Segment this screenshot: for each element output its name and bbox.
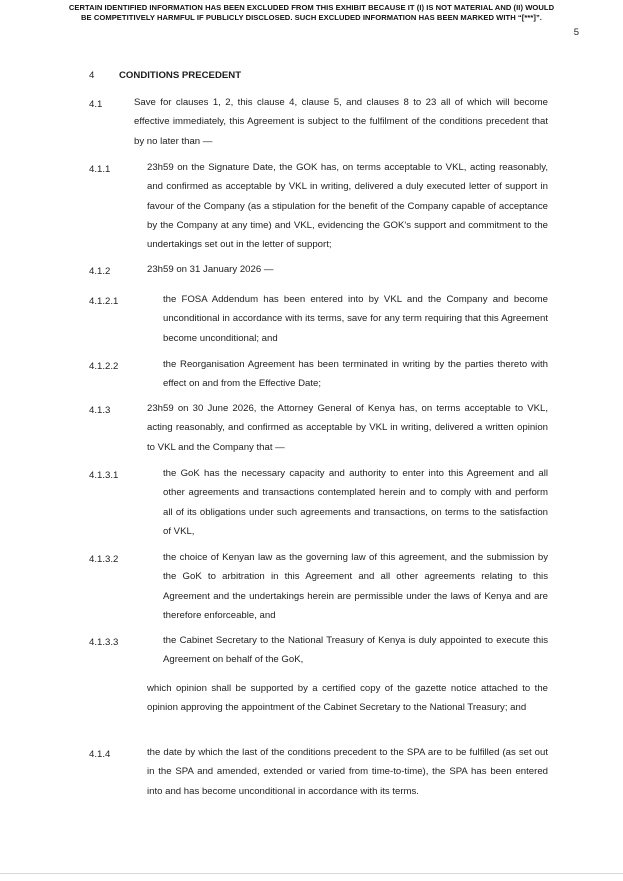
- clause-text: the date by which the last of the conditions precedent to the SPA are to be fulfilled (as set out in the SPA and amended, extended or varied from time-to-time), the SPA has been entered into and has become unconditional in accordance with its terms.: [147, 747, 548, 797]
- clause-text: 23h59 on the Signature Date, the GOK has, on terms acceptable to VKL, acting reasonably, and confirmed as acceptable by VKL in writing, delivered a duly executed letter of support in favour of the Company (as a stipulation for the benefit of the Company capable of acceptance by the Company at any time) and VKL, evidencing the GOK's support and commitment to the undertakings set out in the letter of support;: [147, 162, 548, 251]
- clause-number: 4.1.2: [89, 266, 111, 277]
- footer-divider: [0, 873, 623, 874]
- clause-number: 4.1.4: [89, 749, 111, 760]
- section-number: 4: [89, 70, 95, 81]
- clause-text: the choice of Kenyan law as the governing law of this agreement, and the submission by the GoK to arbitration in this Agreement and all other agreements relating to this Agreement and the undertakings herein are permissible under the laws of Kenya and are therefore enforceable, and: [163, 552, 548, 621]
- clause-number: 4.1: [89, 99, 103, 110]
- clause-number: 4.1.3: [89, 405, 111, 416]
- clause-number: 4.1.3.1: [89, 470, 119, 481]
- clause-continuation-text: which opinion shall be supported by a certified copy of the gazette notice attached to the opinion approving the appointment of the Cabinet Secretary to the National Treasury; and: [147, 683, 548, 714]
- clause-number: 4.1.2.2: [89, 361, 119, 372]
- clause-text: Save for clauses 1, 2, this clause 4, clause 5, and clauses 8 to 23 all of which will become effective immediately, this Agreement is subject to the fulfilment of the conditions precedent that by no later than —: [134, 97, 548, 147]
- clause-number: 4.1.2.1: [89, 296, 119, 307]
- clause-text: the Cabinet Secretary to the National Treasury of Kenya is duly appointed to execute this Agreement on behalf of the GoK,: [163, 635, 548, 666]
- clause-number: 4.1.3.3: [89, 637, 119, 648]
- clause-text: 23h59 on 30 June 2026, the Attorney General of Kenya has, on terms acceptable to VKL, acting reasonably, and confirmed as acceptable by VKL in writing, delivered a written opinion to VKL and the Company that —: [147, 403, 548, 453]
- page-number: 5: [573, 27, 579, 38]
- redaction-notice-header: [0, 3, 623, 23]
- clause-number: 4.1.3.2: [89, 554, 119, 565]
- clause-text: the GoK has the necessary capacity and authority to enter into this Agreement and all other agreements and transactions contemplated herein and to comply with and perform all of its obligations under such agreements and transactions, on terms to the satisfaction of VKL,: [163, 468, 548, 537]
- clause-number: 4.1.1: [89, 164, 111, 175]
- header-line-1: CERTAIN IDENTIFIED INFORMATION HAS BEEN EXCLUDED FROM THIS EXHIBIT BECAUSE IT (I) IS NOT MATERIAL AND (II) WOULD: [68, 3, 555, 12]
- clause-text: the Reorganisation Agreement has been terminated in writing by the parties thereto with effect on and from the Effective Date;: [163, 359, 548, 390]
- section-title: CONDITIONS PRECEDENT: [119, 70, 242, 81]
- clause-text: 23h59 on 31 January 2026 —: [147, 264, 274, 275]
- clause-text: the FOSA Addendum has been entered into by VKL and the Company and become unconditional in accordance with its terms, save for any term requiring that this Agreement become unconditional; and: [163, 294, 548, 344]
- header-line-2: BE COMPETITIVELY HARMFUL IF PUBLICLY DISCLOSED. SUCH EXCLUDED INFORMATION HAS BEEN MARKED WITH “[***]”.: [81, 13, 542, 22]
